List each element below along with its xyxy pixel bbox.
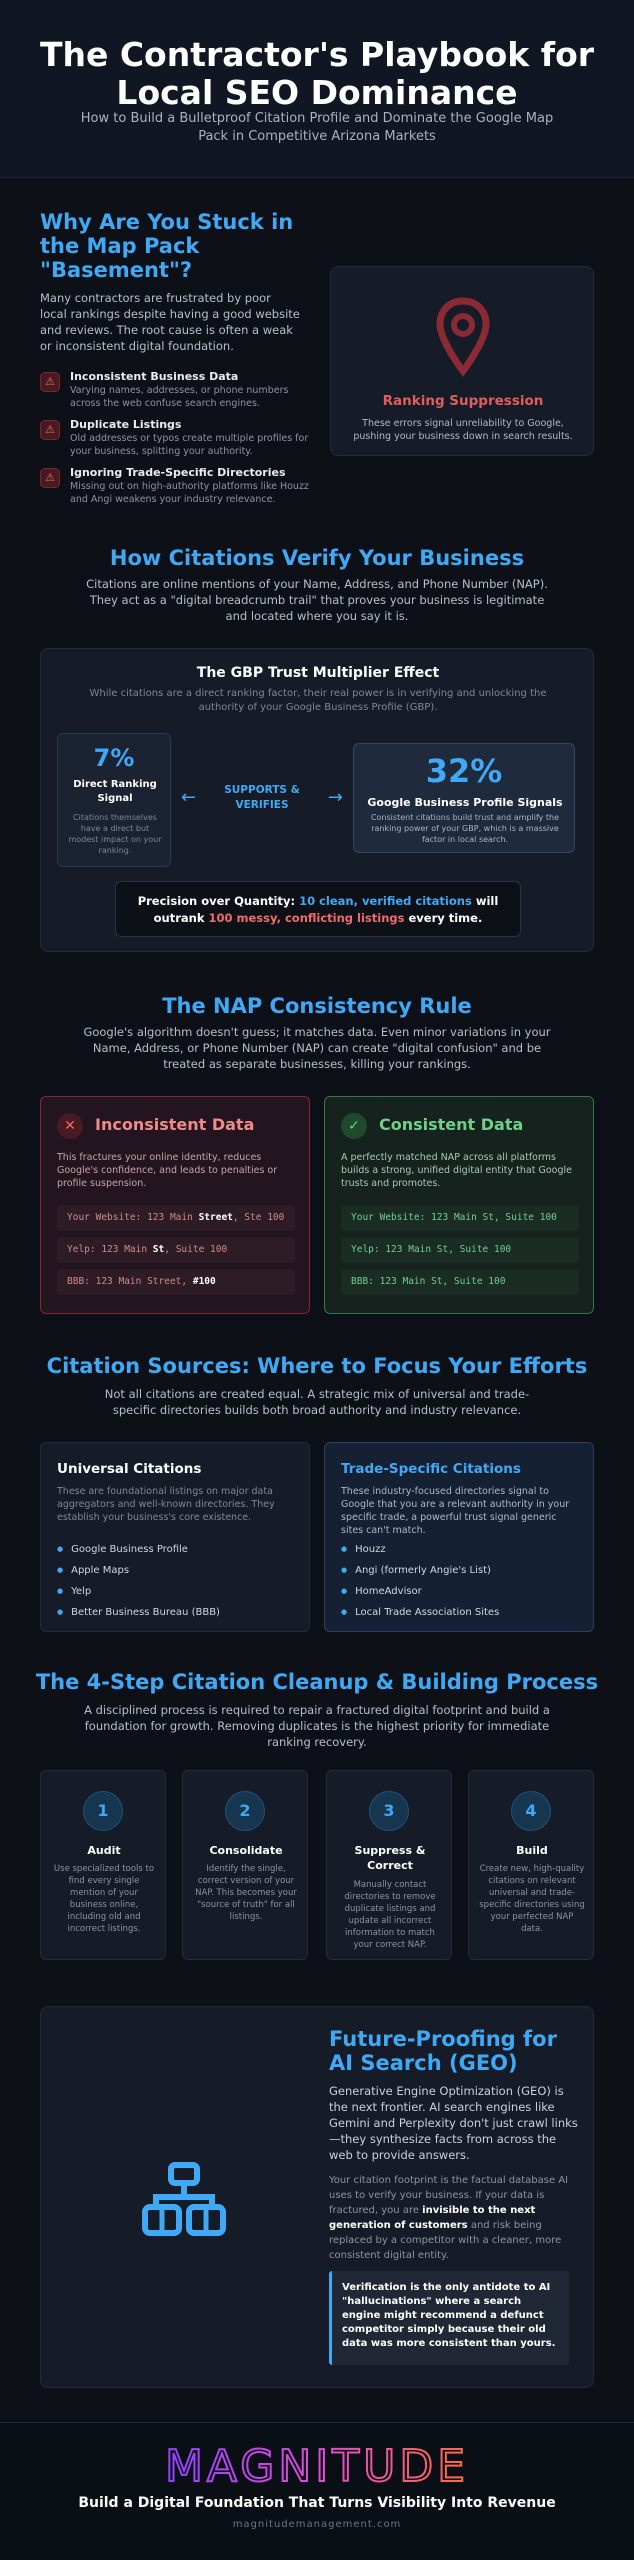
geo-paragraph: Generative Engine Optimization (GEO) is the next frontier. AI search engines like Gemini and Perplexity don't just crawl links—they synthesize facts from across the web to provide answers. (329, 2084, 578, 2162)
list-item: ● Houzz (341, 1539, 499, 1560)
list-item: ● HomeAdvisor (341, 1581, 499, 1602)
step-title: Suppress & Correct (354, 1844, 426, 1872)
direct-signal-label: Direct Ranking Signal (73, 779, 157, 804)
geo-heading: Future-Proofing for AI Search (GEO) (329, 2027, 557, 2075)
warning-icon: ⚠ (40, 372, 60, 392)
direct-signal-box (57, 733, 171, 867)
direct-signal-desc: Citations themselves have a direct but modest impact on your ranking. (68, 813, 162, 855)
precision-good: 10 clean, verified citations (299, 894, 472, 908)
inconsistent-desc: This fractures your online identity, reduces Google's confidence, and leads to penalties or profile suspension. (57, 1152, 278, 1189)
process-intro: A disciplined process is required to repair a fractured digital footprint and build a foundation for growth. Removing duplicates is the highest priority for immediate ranking recovery. (84, 1703, 550, 1749)
nap-row: Yelp: 123 Main St, Suite 100 (57, 1237, 295, 1263)
geo-quote: Verification is the only antidote to AI "hallucinations" where a search engine might recommend a defunct competitor simply because their old data was more consistent than yours. (329, 2271, 569, 2365)
list-item: ● Apple Maps (57, 1560, 220, 1581)
step-title: Build (516, 1844, 548, 1857)
map-pin-icon (435, 297, 491, 377)
precision-tail: every time. (404, 911, 483, 925)
inconsistent-title: Inconsistent Data (95, 1115, 255, 1134)
universal-citations-card (40, 1442, 310, 1632)
issue-desc: Old addresses or typos create multiple profiles for your business, splitting your authority. (70, 433, 309, 457)
consistent-title: Consistent Data (379, 1115, 524, 1134)
nap-row: Yelp: 123 Main St, Suite 100 (341, 1237, 579, 1263)
trade-citations-card (324, 1442, 594, 1632)
step-card (182, 1770, 308, 1960)
step-title: Consolidate (209, 1844, 283, 1857)
ranking-suppression-card (330, 266, 594, 456)
universal-list (57, 1539, 220, 1623)
nap-row: Your Website: 123 Main St, Suite 100 (341, 1205, 579, 1231)
gbp-signals-desc: Consistent citations build trust and amplify the ranking power of your GBP, which is a massive factor in local search. (370, 813, 560, 844)
inconsistent-data-card (40, 1096, 310, 1314)
step-card (326, 1770, 452, 1960)
supports-label: SUPPORTS & VERIFIES (224, 784, 300, 811)
nap-heading: The NAP Consistency Rule (162, 994, 472, 1018)
sitemap-icon (141, 2159, 227, 2239)
step-title: Audit (87, 1844, 121, 1857)
verify-intro: Citations are online mentions of your Name, Address, and Phone Number (NAP). They act as a "digital breadcrumb trail" that proves your business is legitimate and located where you say it is. (86, 577, 548, 623)
list-item: ● Angi (formerly Angie's List) (341, 1560, 499, 1581)
step-number: 1 (83, 1791, 123, 1831)
gbp-subtitle: While citations are a direct ranking factor, their real power is in verifying and unlocking the authority of your Google Business Profile (GBP). (89, 688, 547, 713)
footer-url[interactable]: magnitudemanagement.com (232, 2519, 402, 2530)
step-number: 2 (225, 1791, 265, 1831)
gbp-multiplier-card (40, 648, 594, 952)
issue-desc: Varying names, addresses, or phone numbers across the web confuse search engines. (70, 385, 289, 409)
gbp-title: The GBP Trust Multiplier Effect (196, 665, 440, 681)
consistent-desc: A perfectly matched NAP across all platforms builds a strong, unified digital entity that Google trusts and promotes. (341, 1152, 572, 1189)
list-item: ● Local Trade Association Sites (341, 1602, 499, 1623)
brand-logo (0, 2443, 634, 2493)
warning-icon: ⚠ (40, 420, 60, 440)
footer-tagline: Build a Digital Foundation That Turns Visibility Into Revenue (78, 2495, 556, 2511)
process-heading: The 4-Step Citation Cleanup & Building Process (35, 1670, 599, 1694)
universal-desc: These are foundational listings on major data aggregators and well-known directories. They establish your business's core existence. (57, 1486, 275, 1523)
issue-title: Ignoring Trade-Specific Directories (70, 466, 286, 479)
step-number: 3 (369, 1791, 409, 1831)
warning-icon: ⚠ (40, 468, 60, 488)
footer (0, 2422, 634, 2560)
trade-title: Trade-Specific Citations (341, 1461, 521, 1477)
trade-desc: These industry-focused directories signal to Google that you are a relevant authority in your specific trade, a powerful trust signal generic sites can't match. (341, 1486, 570, 1536)
list-item: ● Better Business Bureau (BBB) (57, 1602, 220, 1623)
page-title: The Contractor's Playbook for Local SEO Dominance (39, 35, 595, 112)
verify-heading: How Citations Verify Your Business (109, 546, 525, 570)
nap-intro: Google's algorithm doesn't guess; it matches data. Even minor variations in your Name, Address, or Phone Number (NAP) can create "digital confusion" and be treated as separate businesses, killing your rankings. (83, 1025, 551, 1071)
sources-intro: Not all citations are created equal. A strategic mix of universal and trade-specific directories builds both broad authority and industry relevance. (104, 1387, 530, 1417)
list-item: ● Yelp (57, 1581, 220, 1602)
suppression-title: Ranking Suppression (382, 393, 544, 409)
precision-mid: will outrank (153, 894, 499, 925)
step-number: 4 (511, 1791, 551, 1831)
svg-text:MAGNITUDE: MAGNITUDE (164, 2443, 470, 2489)
stuck-heading: Why Are You Stuck in the Map Pack "Basement"? (40, 210, 294, 282)
check-icon: ✓ (341, 1113, 367, 1139)
step-card (40, 1770, 166, 1960)
supports-connector (181, 781, 343, 821)
geo-paragraph: Your citation footprint is the factual database AI uses to verify your business. If your data is fractured, you are invisible to the next generation of customers and risk being replaced by a competitor with a cleaner, more consistent digital entity. (329, 2175, 569, 2261)
universal-title: Universal Citations (57, 1461, 202, 1477)
precision-callout (115, 881, 521, 937)
trade-list (341, 1539, 499, 1623)
gbp-signals-box (353, 743, 575, 853)
issue-title: Duplicate Listings (70, 418, 182, 431)
sources-heading: Citation Sources: Where to Focus Your Efforts (46, 1354, 588, 1378)
arrow-right-icon: → (327, 787, 343, 808)
gbp-signals-label: Google Business Profile Signals (367, 796, 563, 809)
step-card (468, 1770, 594, 1960)
issue-desc: Missing out on high-authority platforms like Houzz and Angi weakens your industry relevance. (70, 481, 309, 505)
step-desc: Identify the single, correct version of your NAP. This becomes your "source of truth" for all listings. (195, 1864, 297, 1922)
step-desc: Use specialized tools to find every single mention of your business online, including old and incorrect listings. (53, 1864, 155, 1934)
nap-row: BBB: 123 Main Street, #100 (57, 1269, 295, 1295)
precision-lead: Precision over Quantity: (137, 894, 300, 908)
header (0, 0, 634, 178)
list-item: ● Google Business Profile (57, 1539, 220, 1560)
arrow-left-icon: ← (181, 787, 197, 808)
suppression-desc: These errors signal unreliability to Google, pushing your business down in search results. (353, 418, 573, 442)
consistent-data-card (324, 1096, 594, 1314)
stuck-intro: Many contractors are frustrated by poor local rankings despite having a good website and reviews. The root cause is often a weak or inconsistent digital foundation. (40, 291, 300, 353)
close-icon: ✕ (57, 1113, 83, 1139)
page-subtitle: How to Build a Bulletproof Citation Profile and Dominate the Google Map Pack in Competitive Arizona Markets (80, 111, 554, 144)
direct-signal-value: 7% (93, 744, 135, 772)
geo-card (40, 2006, 594, 2388)
issue-title: Inconsistent Business Data (70, 370, 239, 383)
precision-bad: 100 messy, conflicting listings (208, 911, 405, 925)
nap-row: BBB: 123 Main St, Suite 100 (341, 1269, 579, 1295)
step-desc: Create new, high-quality citations on relevant universal and trade-specific directories using your perfected NAP data. (479, 1864, 585, 1934)
gbp-signals-value: 32% (425, 752, 503, 790)
step-desc: Manually contact directories to remove duplicate listings and update all incorrect information to match your correct NAP. (344, 1880, 436, 1950)
nap-row: Your Website: 123 Main Street, Ste 100 (57, 1205, 295, 1231)
